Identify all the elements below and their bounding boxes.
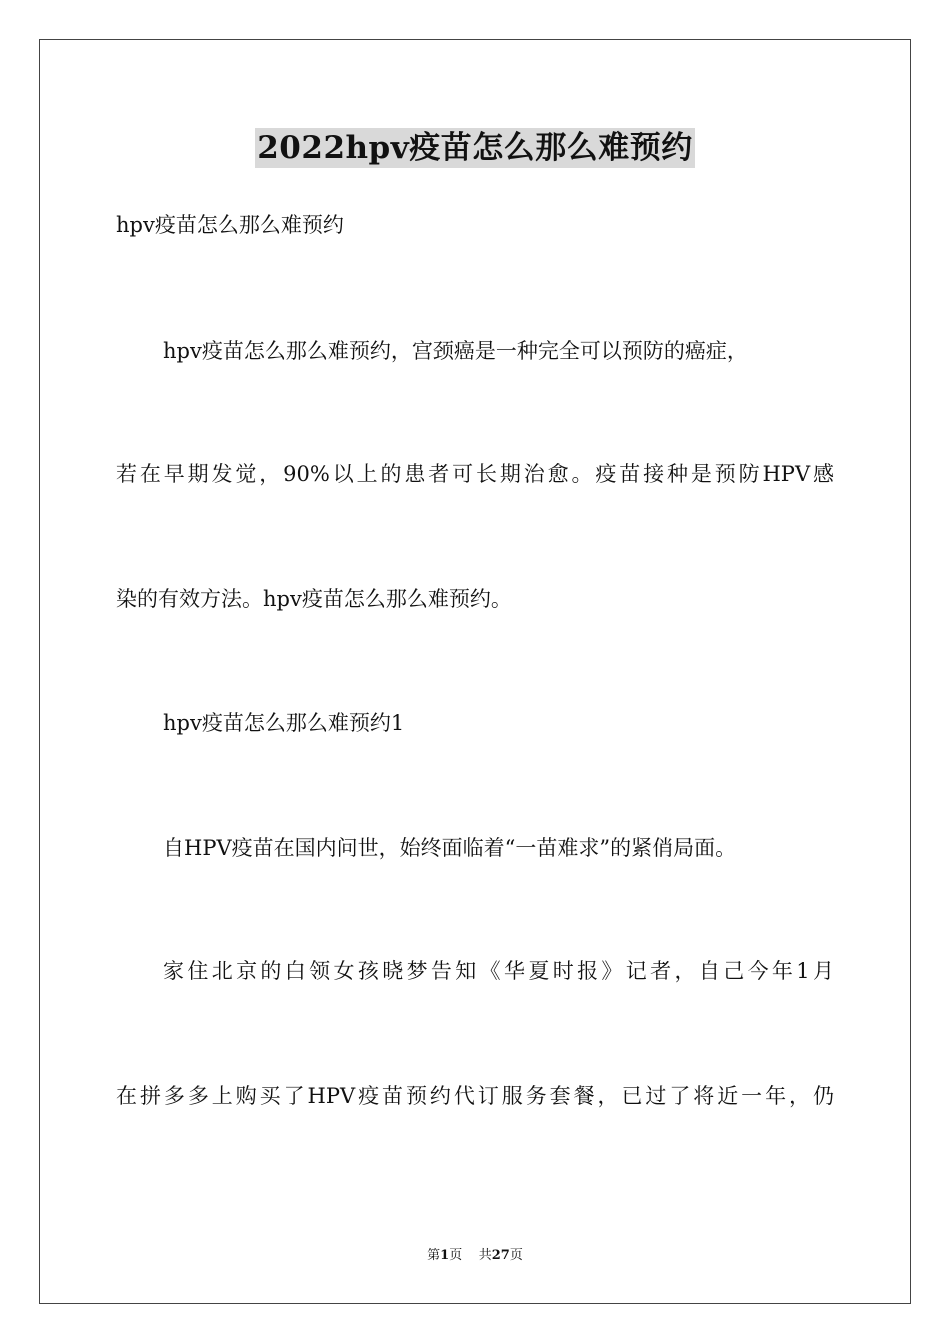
total-suffix: 页 xyxy=(509,1248,523,1263)
paragraph-line: hpv疫苗怎么那么难预约，宫颈癌是一种完全可以预防的癌症， xyxy=(163,339,748,363)
page-current: 1 xyxy=(440,1248,450,1263)
page-suffix: 页 xyxy=(449,1248,463,1263)
page-footer xyxy=(0,1247,950,1265)
paragraph-line: 若在早期发觉，90%以上的患者可长期治愈。疫苗接种是预防HPV感 xyxy=(116,462,834,486)
section-heading: hpv疫苗怎么那么难预约1 xyxy=(163,711,405,735)
document-title: 2022hpv疫苗怎么那么难预约 xyxy=(257,130,693,166)
total-prefix: 共 xyxy=(478,1248,492,1263)
paragraph-line: 家住北京的白领女孩晓梦告知《华夏时报》记者，自己今年1月 xyxy=(163,959,834,983)
page-total: 27 xyxy=(491,1248,510,1263)
title-container xyxy=(0,128,950,168)
paragraph-line: 自HPV疫苗在国内问世，始终面临着“一苗难求”的紧俏局面。 xyxy=(163,836,737,860)
paragraph-line: 染的有效方法。hpv疫苗怎么那么难预约。 xyxy=(116,587,512,611)
page-prefix: 第 xyxy=(427,1248,441,1263)
subtitle-line: hpv疫苗怎么那么难预约 xyxy=(116,213,344,237)
paragraph-line: 在拼多多上购买了HPV疫苗预约代订服务套餐，已过了将近一年，仍 xyxy=(116,1084,834,1108)
